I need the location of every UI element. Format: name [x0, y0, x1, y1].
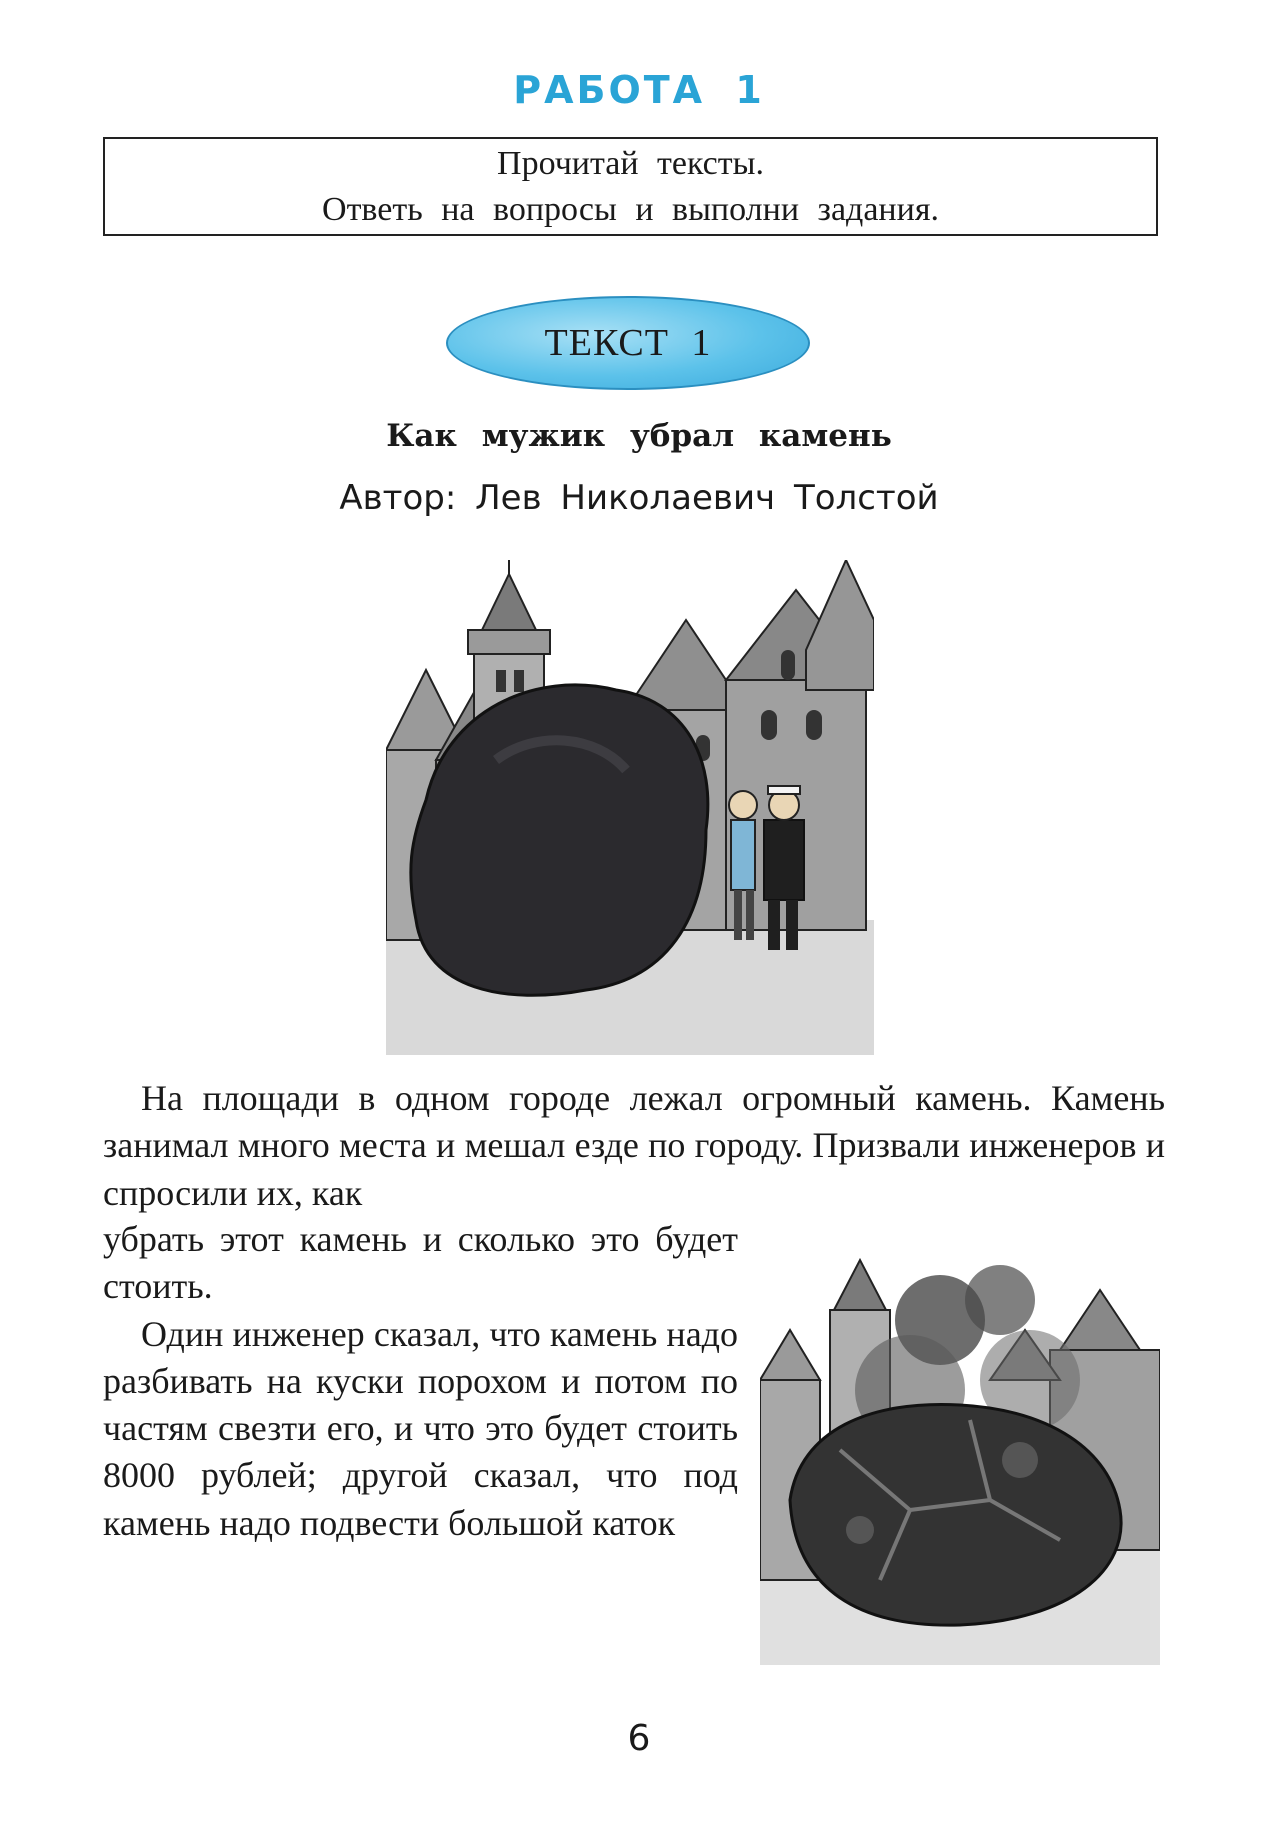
paragraph-1-wide: На площади в одном городе лежал огромный камень. Камень занимал много места и мешал езде по городу. Призвали инженеров и спросили их, как [103, 1078, 1165, 1213]
instructions-box [103, 137, 1158, 236]
page-number: 6 [627, 1718, 651, 1759]
work-title: РАБОТА 1 [513, 68, 765, 112]
stone-square-illustration [386, 560, 874, 1055]
story-author: Автор: Лев Николаевич Толстой [339, 478, 939, 518]
stone-explosion-illustration [760, 1250, 1160, 1665]
story-title: Как мужик убрал камень [386, 418, 892, 454]
paragraph-narrow-block [103, 1216, 738, 1547]
instruction-line-1: Прочитай тексты. [497, 145, 764, 182]
paragraph-1-continued: убрать этот камень и сколько это будет стоить. [103, 1219, 738, 1307]
paragraph-2: Один инженер сказал, что камень надо разбивать на куски порохом и потом по частям свезти его, и что это будет стоить 8000 рублей; другой сказал, что под камень надо подвести большой каток [103, 1313, 738, 1543]
text-number-badge: ТЕКСТ 1 [446, 296, 810, 390]
instruction-line-2: Ответь на вопросы и выполни задания. [322, 191, 939, 228]
